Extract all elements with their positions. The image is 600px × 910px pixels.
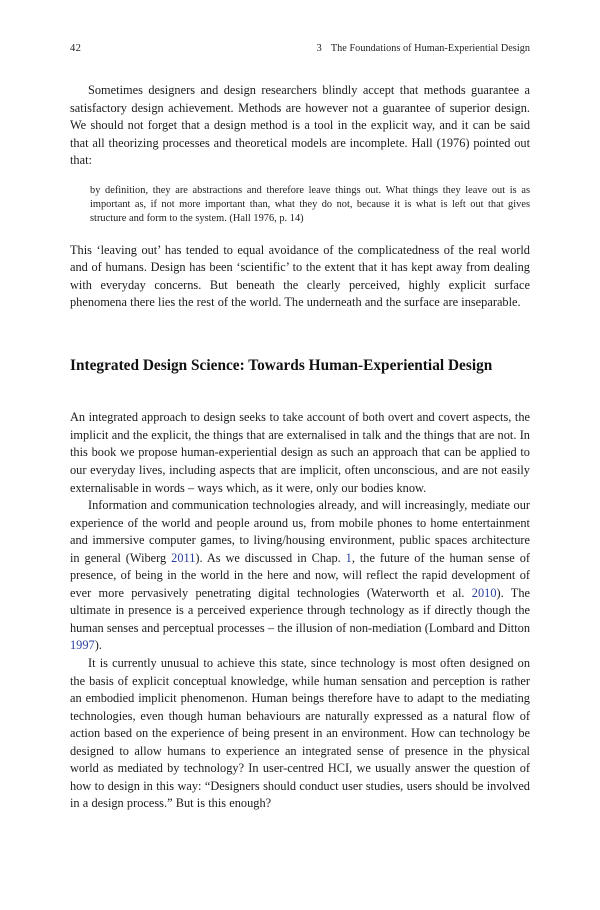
spacer-after-blockquote [70, 227, 530, 242]
header-chapter-title: The Foundations of Human-Experiential Design [330, 43, 530, 54]
page-number: 42 [70, 43, 82, 54]
paragraph-integrated-approach: An integrated approach to design seeks to take account of both overt and covert aspects, the implicit and the explicit, the things that are externalised in talk and the things that are not. In this book we propose human-experiential design as such an approach that can be applied to our everyday lives, including aspects that are implicit, often unconscious, and are not easily externalisable in words – ways which, as it were, only our bodies know. [70, 410, 530, 495]
header-chapter-number: 3 [316, 43, 322, 54]
paragraph-leaving-out: This ‘leaving out’ has tended to equal avoidance of the complicatedness of the real world and of humans. Design has been ‘scientific’ to the extent that it has kept away from dealing with everyday concerns. But beneath the clearly perceived, highly explicit surface phenomena there lies the rest of the world. The underneath and the surface are inseparable. [70, 242, 530, 310]
text-column [70, 82, 530, 813]
section-heading-integrated-design-science: Integrated Design Science: Towards Human-Experiential Design [70, 356, 493, 374]
paragraph-currently-unusual: It is currently unusual to achieve this state, since technology is most often designed on the basis of explicit conceptual knowledge, while human sensation and perception is rather an embodied implicit phenomenon. Human beings therefore have to adapt to the mediating technologies, even though human behaviours are naturally expressed as a natural flow of action based on the experience of being present in an environment. How can technology be designed to allow humans to experience an integrated sense of presence in the physical world as mediated by technology? In user-centred HCI, we usually answer the question of how to design in this way: “Designers should conduct user studies, users should be involved in a design process.” But is this enough? [70, 655, 530, 811]
chapter-link-1[interactable]: 1 [345, 550, 352, 565]
paragraph-text-segment-2: ). As we discussed in Chap. [195, 550, 346, 565]
paragraph-text-segment-4: ). The ultimate in presence is a perceived experience through technology as if directly though the human senses and perceptual processes – the illusion of non-mediation (Lombard and Ditton [70, 585, 530, 635]
citation-link-wiberg-2011[interactable]: 2011 [171, 550, 196, 565]
paragraph-methods-guarantee: Sometimes designers and design researchers blindly accept that methods guarantee a satisfactory design achievement. Methods are however not a guarantee of superior design. We should not forget that a design method is a tool in the explicit way, and it can be said that all theorizing processes and theoretical models are incomplete. Hall (1976) pointed out that: [70, 83, 530, 168]
citation-link-waterworth-2010[interactable]: 2010 [471, 585, 497, 600]
header-chapter-reference [317, 43, 530, 54]
paragraph-information-technologies [70, 497, 530, 655]
paragraph-text-segment-3: , the future of the human sense of presence, of being in the world in the here and now, will reflect the rapid development of ever more pervasively penetrating digital technologies (Waterworth et al. [70, 550, 530, 600]
paragraph-text-segment-1: Information and communication technologies already, and will increasingly, mediate our experience of the world and people around us, from mobile phones to home entertainment and immersive computer games, to living/housing environment, public spaces architecture in general (Wiberg [70, 498, 530, 565]
citation-link-lombard-ditton-1997[interactable]: 1997 [70, 638, 95, 653]
blockquote-text: by definition, they are abstractions and therefore leave things out. What things they leave out is as important as, if not more important than, what they do not, because it is what is left out that gives structure and form to the system. (Hall 1976, p. 14) [90, 184, 530, 225]
running-header [70, 43, 530, 59]
paragraph-text-segment-5: ). [94, 638, 102, 653]
blockquote-hall-1976 [90, 184, 530, 227]
spacer-after-heading [70, 376, 530, 409]
spacer-before-heading [70, 312, 530, 356]
